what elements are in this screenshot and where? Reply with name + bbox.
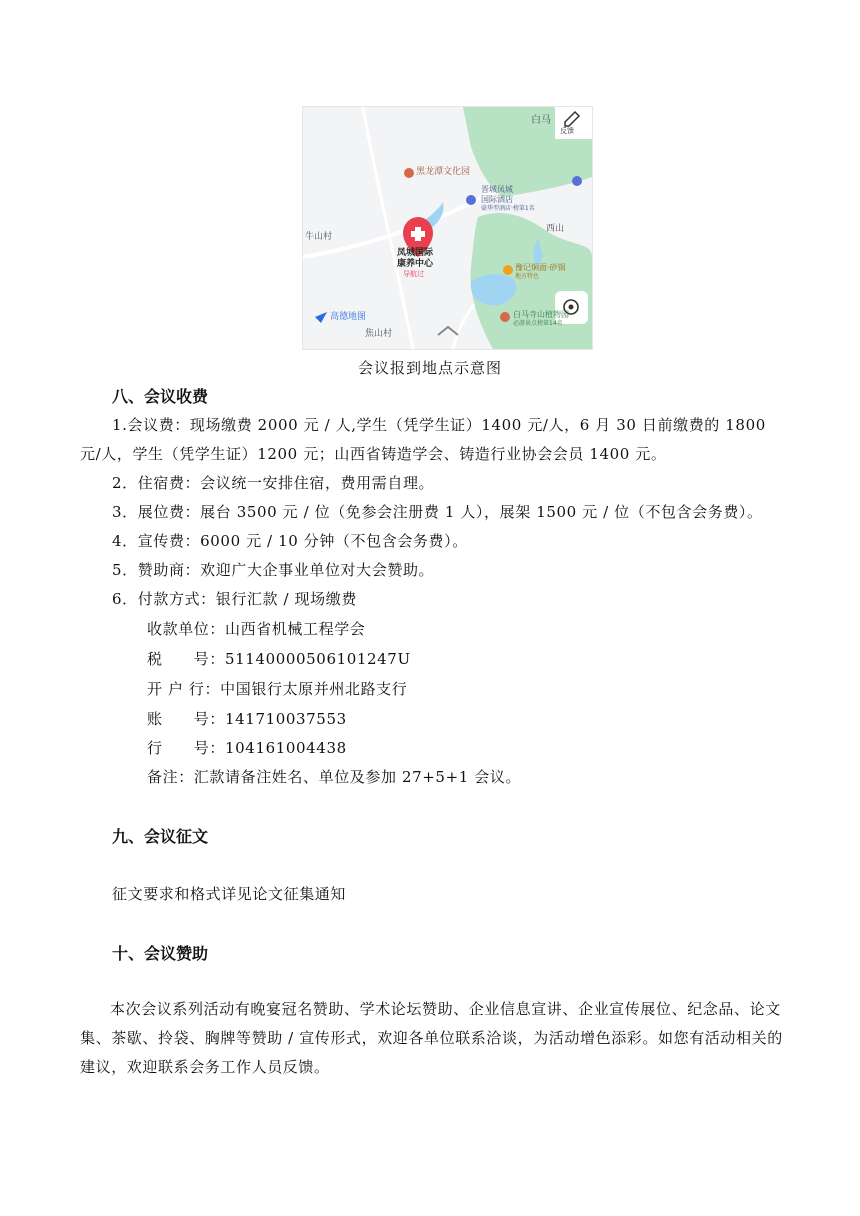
bank-number-label: 行 号： xyxy=(147,739,226,757)
map-label-hotel: 晋城凤城 xyxy=(481,185,513,194)
bank-number-value: 104161004438 xyxy=(225,739,347,757)
fee-item-1-line-2: 元/人，学生（凭学生证）1200 元；山西省铸造学会、铸造行业协会会员 1400 元。 xyxy=(80,445,667,463)
bank-value: 中国银行太原并州北路支行 xyxy=(220,680,408,698)
map-label-restaurant: 豫记焖面·砂锅 xyxy=(515,263,566,272)
navigate-label[interactable]: 导航过 xyxy=(403,270,424,278)
section-9-title: 九、会议征文 xyxy=(112,827,209,846)
fee-item-6: 6．付款方式：银行汇款 / 现场缴费 xyxy=(112,590,357,608)
destination-label: 凤城国际 xyxy=(397,248,434,258)
venue-map[interactable] xyxy=(302,106,593,350)
fee-item-2: 2．住宿费：会议统一安排住宿，费用需自理。 xyxy=(112,474,435,492)
feedback-button-label[interactable]: 反馈 xyxy=(560,127,574,135)
map-label-hotel-2: 国际酒店 xyxy=(481,195,513,204)
remittance-note: 备注：汇款请备注姓名、单位及参加 27+5+1 会议。 xyxy=(147,768,522,786)
map-label-botanical-rank: 必游景点榜第14名 xyxy=(513,320,563,327)
bank-number-line xyxy=(147,737,347,758)
tax-id-label: 税 号： xyxy=(147,650,226,668)
section-10-body: 本次会议系列活动有晚宴冠名赞助、学术论坛赞助、企业信息宣讲、企业宣传展位、纪念品、论文集、茶歇、拎袋、胸牌等赞助 / 宣传形式，欢迎各单位联系洽谈，为活动增色添彩。如您有活动相关的建议，欢迎联系会务工作人员反馈。 xyxy=(80,1000,783,1076)
destination-label-2: 康养中心 xyxy=(397,259,434,269)
map-label-xishan: 西山 xyxy=(546,224,565,234)
bank-label: 开 户 行： xyxy=(147,680,221,698)
section-10-title: 十、会议赞助 xyxy=(112,944,209,963)
map-label-botanical: 白马寺山植物园 xyxy=(513,310,569,319)
map-label-niushancun: 牛山村 xyxy=(305,232,333,242)
section-8-title: 八、会议收费 xyxy=(112,387,209,406)
section-9-body: 征文要求和格式详见论文征集通知 xyxy=(112,885,347,903)
map-label-restaurant-sub: 地方特色 xyxy=(515,273,540,280)
gaode-logo: 高德地图 xyxy=(330,312,367,322)
tax-id-value: 51140000506101247U xyxy=(225,650,411,668)
fee-item-1-line-1: 1.会议费：现场缴费 2000 元 / 人,学生（凭学生证）1400 元/人，6 月 30 日前缴费的 1800 xyxy=(112,416,766,434)
payee-line: 收款单位：山西省机械工程学会 xyxy=(147,620,366,638)
map-label-hotel-rank: 豪华型酒店·榜第1名 xyxy=(481,205,535,212)
map-label-heilongtan: 黑龙潭文化园 xyxy=(416,167,471,177)
tax-id-line xyxy=(147,648,411,669)
map-label-baima: 白马 xyxy=(531,115,551,126)
fee-item-5: 5．赞助商：欢迎广大企事业单位对大会赞助。 xyxy=(112,561,435,579)
account-label: 账 号： xyxy=(147,710,226,728)
map-caption: 会议报到地点示意图 xyxy=(357,359,502,377)
fee-item-3: 3．展位费：展台 3500 元 / 位（免参会注册费 1 人），展架 1500 元 / 位（不包含会务费）。 xyxy=(112,503,763,521)
map-label-jiaoshancun: 焦山村 xyxy=(365,329,393,339)
bank-line xyxy=(147,678,407,699)
account-line xyxy=(147,708,347,729)
fee-item-4: 4．宣传费：6000 元 / 10 分钟（不包含会务费）。 xyxy=(112,532,468,550)
account-value: 141710037553 xyxy=(225,710,347,728)
